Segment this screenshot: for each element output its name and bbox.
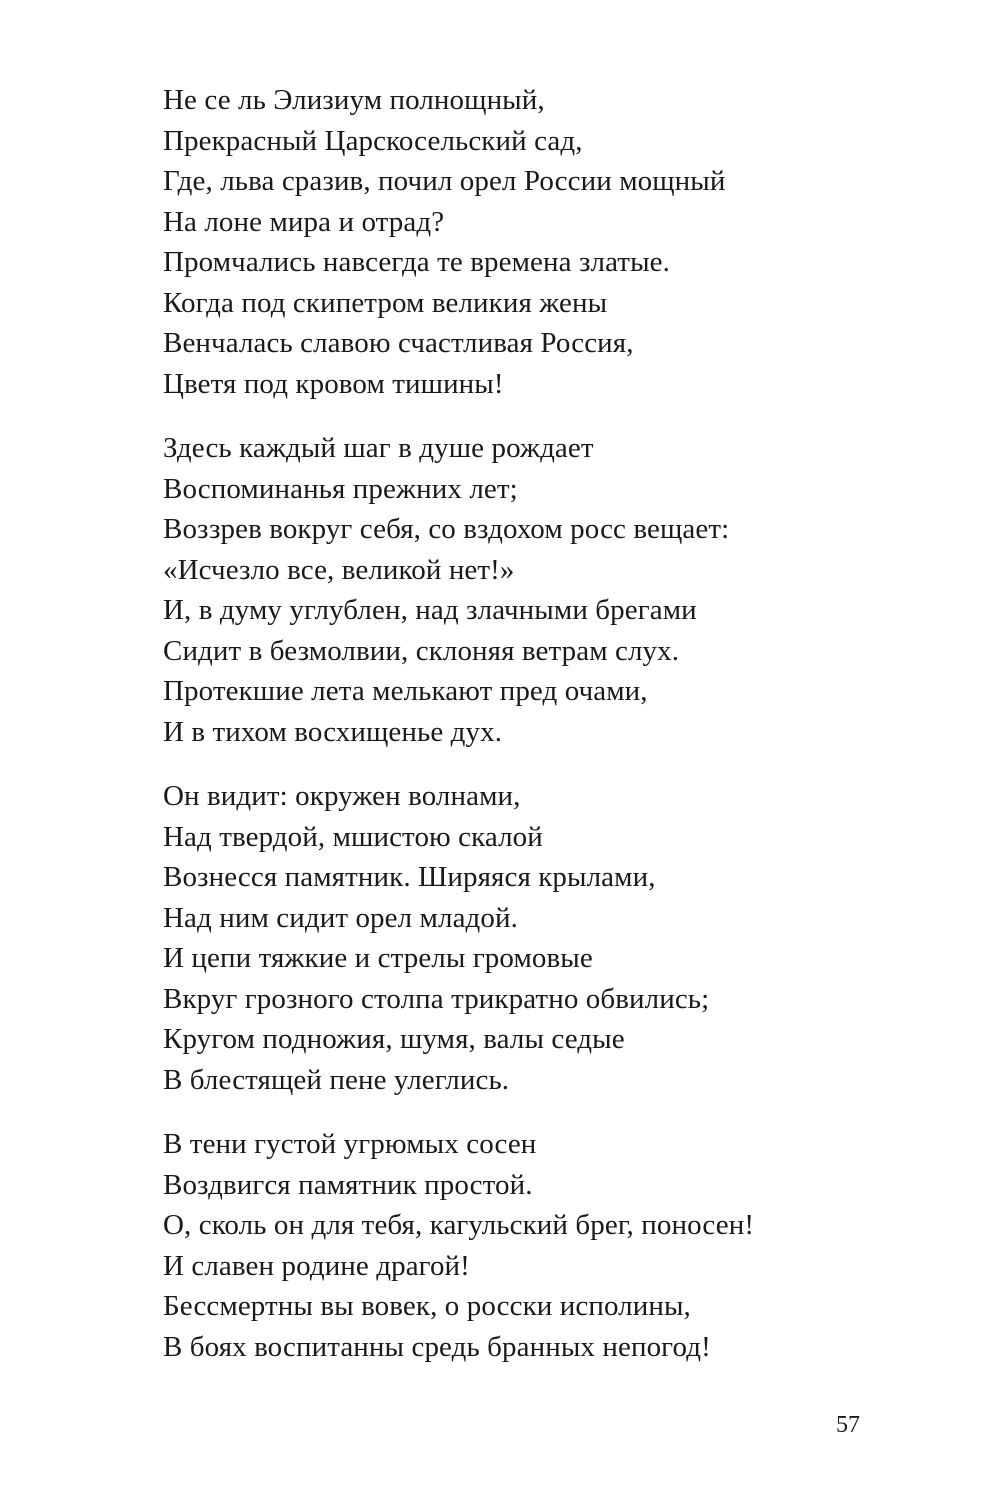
poem-line: На лоне мира и отрад? <box>163 205 445 238</box>
poem-line: Над твердой, мшистою скалой <box>163 820 543 853</box>
poem-line: Сидит в безмолвии, склоняя ветрам слух. <box>163 634 680 667</box>
poem-line: Воздвигся памятник простой. <box>163 1168 533 1201</box>
poem-line: И в тихом восхищенье дух. <box>163 715 503 748</box>
poem-line: Над ним сидит орел младой. <box>163 901 518 934</box>
poem-line: И, в думу углублен, над злачными брегами <box>163 594 697 626</box>
poem-line: Когда под скипетром великия жены <box>163 286 608 319</box>
stanza-3 <box>163 776 883 1100</box>
poem-line: «Исчезло все, великой нет!» <box>163 553 515 586</box>
poem-line: О, сколь он для тебя, кагульский брег, поносен! <box>163 1209 755 1241</box>
poem-line: Промчались навсегда те времена златые. <box>163 246 670 278</box>
stanza-1 <box>163 80 883 404</box>
poem-line: Цветя под кровом тишины! <box>163 367 504 400</box>
poem-line: Где, льва сразив, почил орел России мощный <box>163 165 726 197</box>
poem-line: Протекшие лета мелькают пред очами, <box>163 675 648 707</box>
poem-line: Воспоминанья прежних лет; <box>163 472 518 505</box>
poem-line: И цепи тяжкие и стрелы громовые <box>163 942 593 974</box>
poem-line: Прекрасный Царскосельский сад, <box>163 124 583 157</box>
poem-line: Здесь каждый шаг в душе рождает <box>163 432 594 464</box>
poem-line: Кругом подножия, шумя, валы седые <box>163 1023 625 1055</box>
poem-line: Не се ль Элизиум полнощный, <box>163 84 545 116</box>
poem-line: Венчалась славою счастливая Россия, <box>163 327 634 359</box>
poem-line: Вкруг грозного столпа трикратно обвились; <box>163 982 710 1015</box>
poem-line: Бессмертны вы вовек, о росски исполины, <box>163 1290 691 1322</box>
poem-line: Вознесся памятник. Ширяяся крылами, <box>163 861 656 893</box>
poem-line: В тени густой угрюмых сосен <box>163 1128 537 1160</box>
poem-text <box>163 80 883 1391</box>
poem-line: Он видит: окружен волнами, <box>163 780 521 812</box>
poem-line: Воззрев вокруг себя, со вздохом росс вещает: <box>163 513 730 545</box>
poem-line: И славен родине драгой! <box>163 1249 470 1282</box>
poem-line: В блестящей пене улеглись. <box>163 1063 510 1096</box>
page-number: 57 <box>836 1412 860 1438</box>
stanza-2 <box>163 428 883 752</box>
poem-line: В боях воспитанны средь бранных непогод! <box>163 1330 711 1363</box>
stanza-4 <box>163 1124 883 1367</box>
